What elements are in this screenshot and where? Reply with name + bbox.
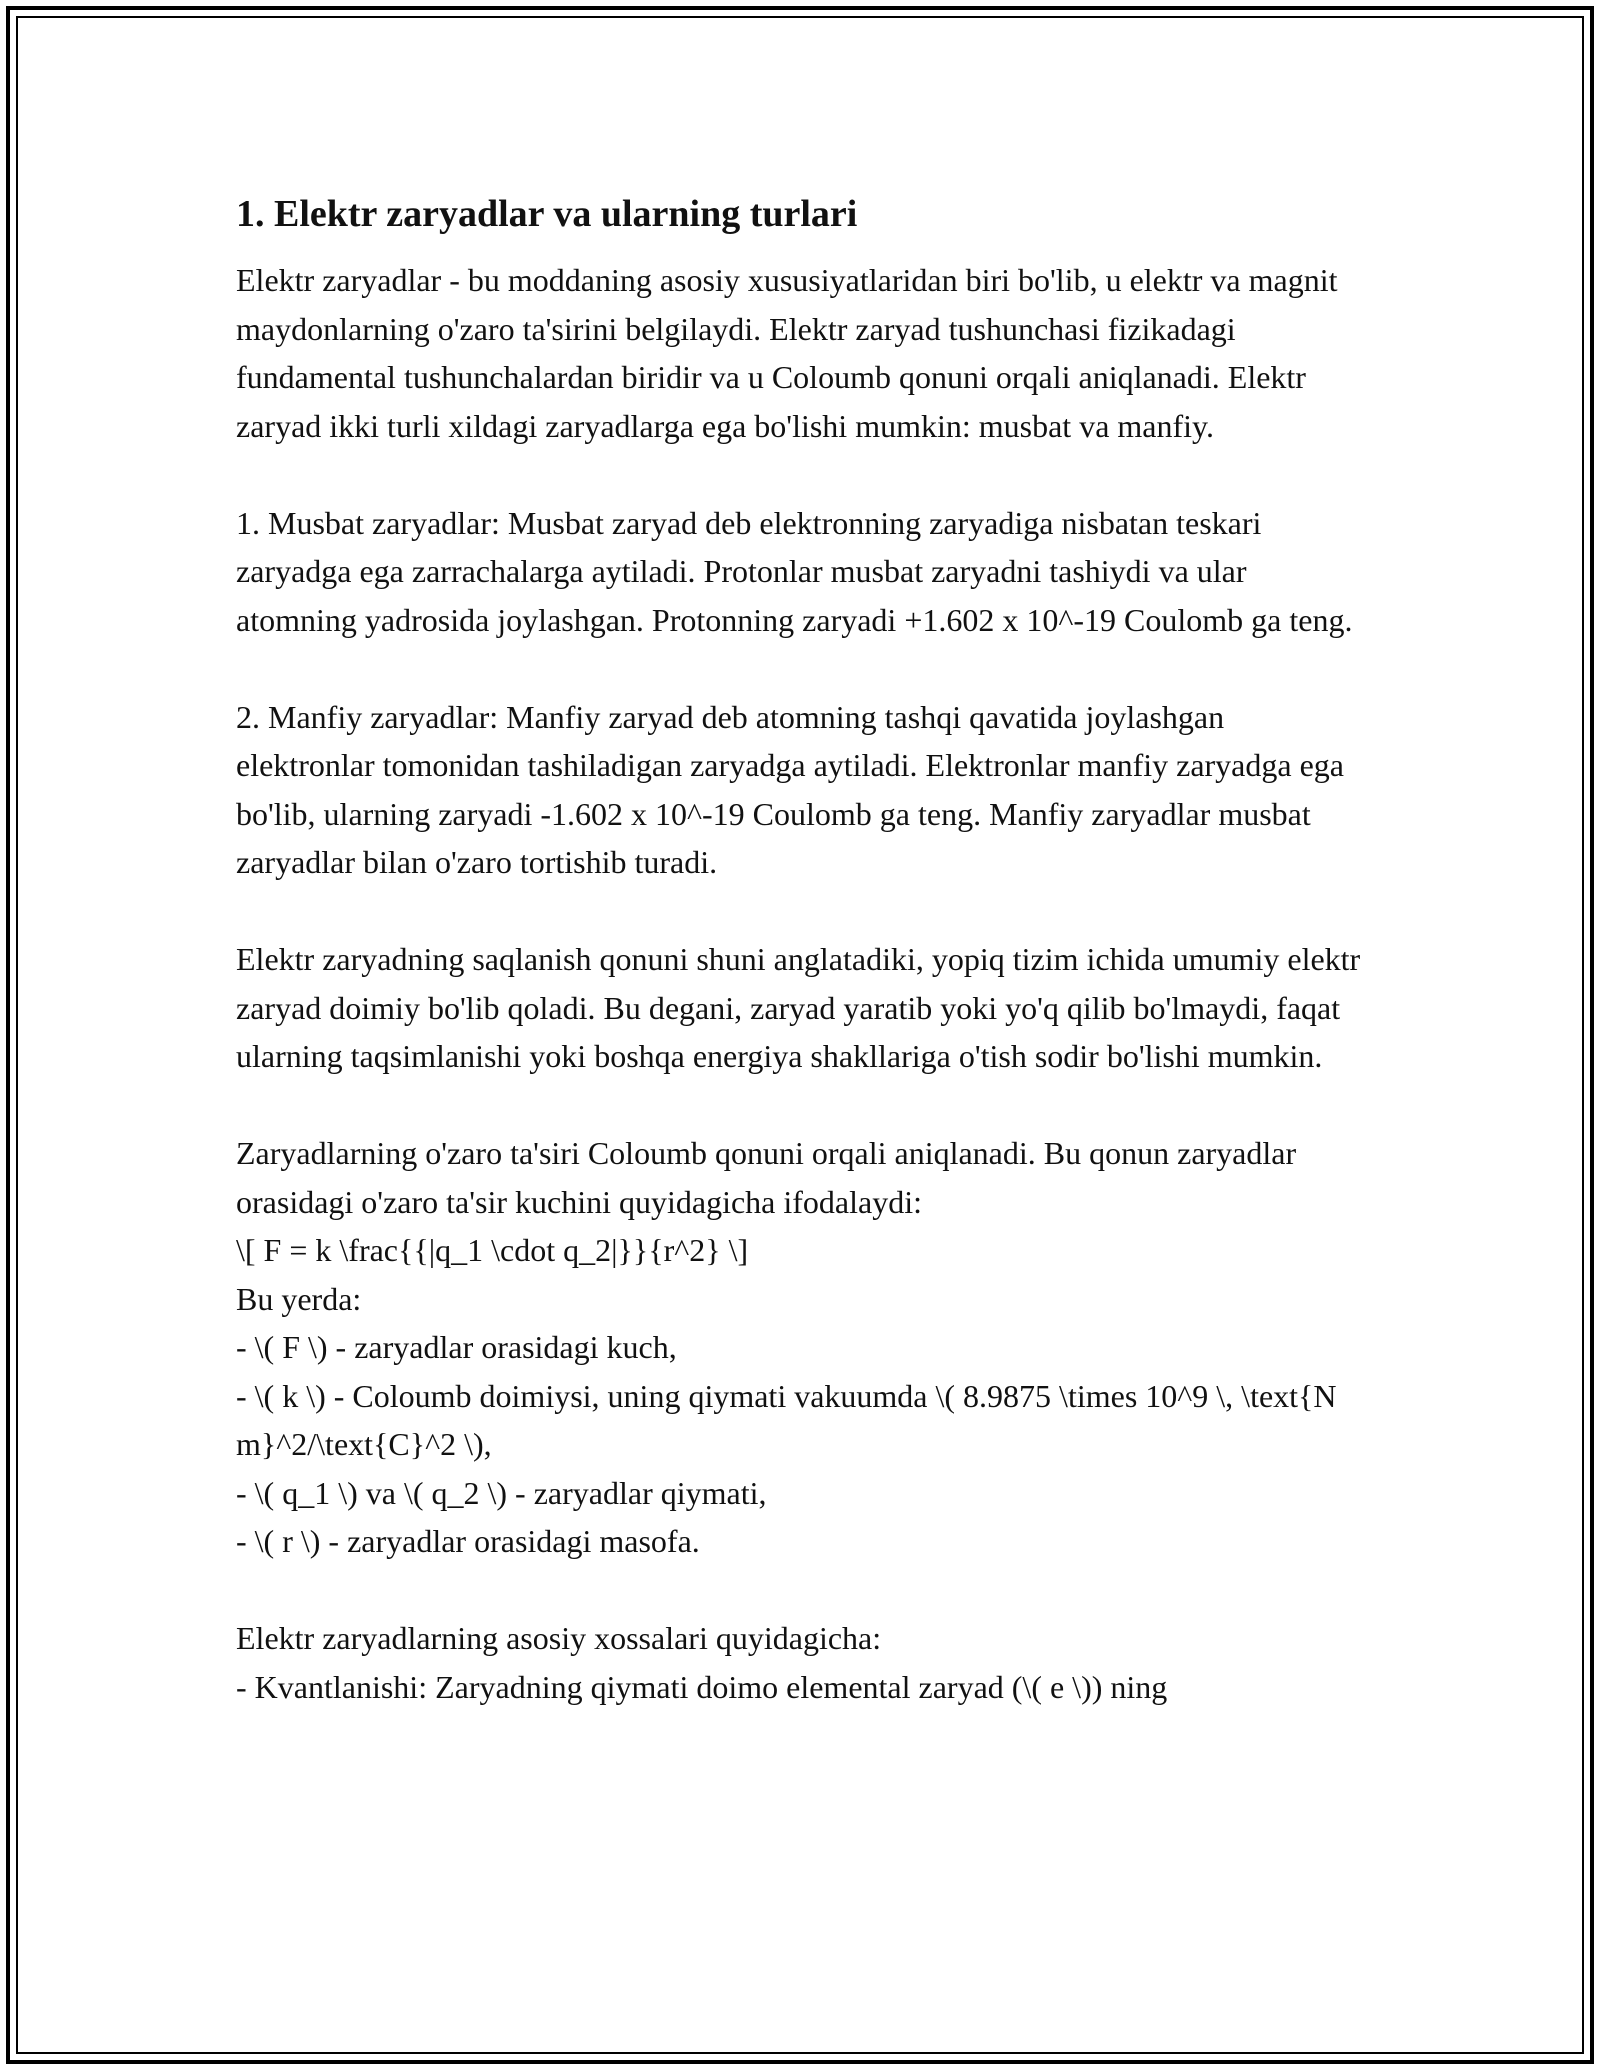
- coulomb-intro-text: Zaryadlarning o'zaro ta'siri Coloumb qonuni orqali aniqlanadi. Bu qonun zaryadlar orasidagi o'zaro ta'sir kuchini quyidagicha ifodalaydi:: [236, 1135, 1297, 1220]
- properties-section: [236, 1614, 1366, 1711]
- properties-intro: Elektr zaryadlarning asosiy xossalari quyidagicha:: [236, 1620, 882, 1656]
- definition-charges: - \( q_1 \) va \( q_2 \) - zaryadlar qiymati,: [236, 1474, 767, 1511]
- coulomb-formula: \[ F = k \frac{{|q_1 \cdot q_2|}}{r^2} \]: [236, 1232, 749, 1268]
- property-quantization: - Kvantlanishi: Zaryadning qiymati doimo elemental zaryad (\( e \)) ning: [236, 1668, 1168, 1705]
- definition-distance: - \( r \) - zaryadlar orasidagi masofa.: [236, 1523, 700, 1559]
- intro-paragraph: Elektr zaryadlar - bu moddaning asosiy xususiyatlaridan biri bo'lib, u elektr va magnit maydonlarning o'zaro ta'sirini belgilaydi. Elektr zaryad tushunchasi fizikadagi fundamental tushunchalardan biridir va u Coloumb qonuni orqali aniqlanadi. Elektr zaryad ikki turli xildagi zaryadlarga ega bo'lishi mumkin: musbat va manfiy.: [236, 262, 1338, 444]
- coulomb-law-section: [236, 1129, 1366, 1566]
- positive-charges-paragraph: 1. Musbat zaryadlar: Musbat zaryad deb elektronning zaryadiga nisbatan teskari zaryadga ega zarrachalarga aytiladi. Protonlar musbat zaryadni tashiydi va ular atomning yadrosida joylashgan. Protonning zaryadi +1.602 x 10^-19 Coulomb ga teng.: [236, 504, 1353, 638]
- where-label: Bu yerda:: [236, 1280, 362, 1317]
- definition-force: - \( F \) - zaryadlar orasidagi kuch,: [236, 1329, 677, 1365]
- document-title: 1. Elektr zaryadlar va ularning turlari: [236, 193, 858, 235]
- document-body: [236, 188, 1366, 1711]
- definition-constant: - \( k \) - Coloumb doimiysi, uning qiymati vakuumda \( 8.9875 \times 10^9 \, \text{N m}^2/\text{C}^2 \),: [236, 1377, 1337, 1462]
- negative-charges-paragraph: 2. Manfiy zaryadlar: Manfiy zaryad deb atomning tashqi qavatida joylashgan elektronlar tomonidan tashiladigan zaryadga aytiladi. Elektronlar manfiy zaryadga ega bo'lib, ularning zaryadi -1.602 x 10^-19 Coulomb ga teng. Manfiy zaryadlar musbat zaryadlar bilan o'zaro tortishib turadi.: [236, 698, 1344, 880]
- conservation-paragraph: Elektr zaryadning saqlanish qonuni shuni anglatadiki, yopiq tizim ichida umumiy elektr zaryad doimiy bo'lib qoladi. Bu degani, zaryad yaratib yoki yo'q qilib bo'lmaydi, faqat ularning taqsimlanishi yoki boshqa energiya shakllariga o'tish sodir bo'lishi mumkin.: [236, 941, 1361, 1074]
